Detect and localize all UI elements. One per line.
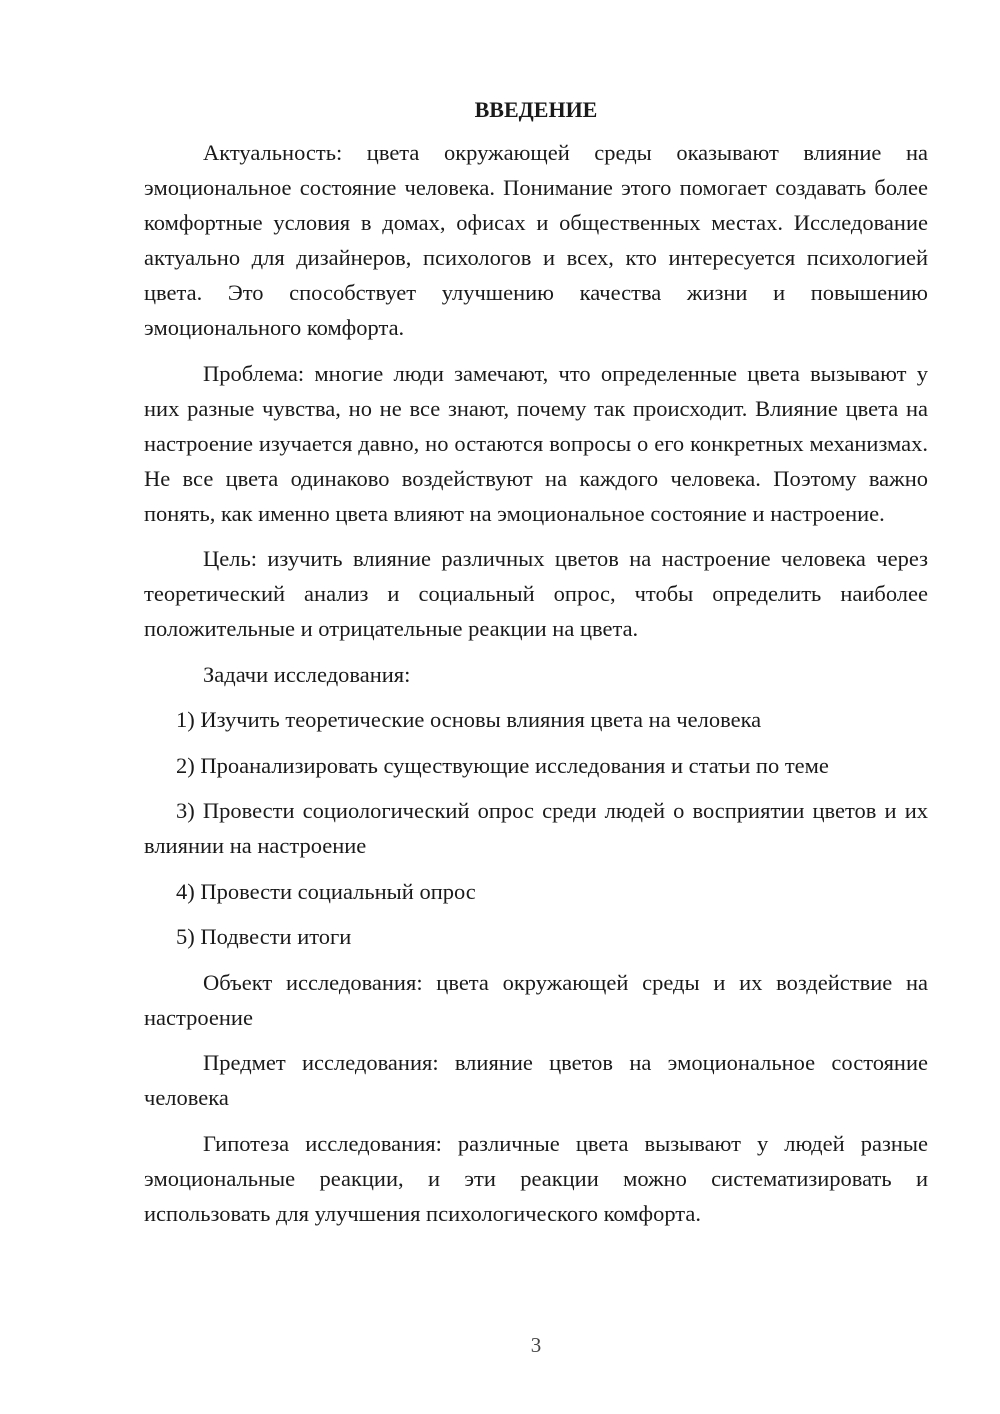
task-item-2: 2) Проанализировать существующие исследования и статьи по теме (176, 752, 829, 778)
task-item-5: 5) Подвести итоги (176, 924, 352, 949)
relevance-paragraph: Актуальность: цвета окружающей среды оказывают влияние на эмоциональное состояние человека. Понимание этого помогает создавать более комфортные условия в домах, офисах и общественных местах. Исследование актуально для дизайнеров, психологов и всех, кто интересуется психологией цвета. Это способствует улучшению качества жизни и повышению эмоционального комфорта. (144, 140, 928, 340)
subject-paragraph: Предмет исследования: влияние цветов на эмоциональное состояние человека (144, 1050, 928, 1110)
hypothesis-paragraph: Гипотеза исследования: различные цвета вызывают у людей разные эмоциональные реакции, и эти реакции можно систематизировать и использовать для улучшения психологического комфорта. (144, 1130, 928, 1226)
section-title: ВВЕДЕНИЕ (474, 97, 598, 122)
tasks-heading: Задачи исследования: (203, 661, 411, 687)
page-number: 3 (530, 1333, 542, 1357)
document-page (144, 92, 928, 1241)
problem-paragraph: Проблема: многие люди замечают, что определенные цвета вызывают у них разные чувства, но не все знают, почему так происходит. Влияние цвета на настроение изучается давно, но остаются вопросы о его конкретных механизмах. Не все цвета одинаково воздействуют на каждого человека. Поэтому важно понять, как именно цвета влияют на эмоциональное состояние и настроение. (144, 360, 928, 526)
task-item-4: 4) Провести социальный опрос (176, 878, 476, 904)
task-item-1: 1) Изучить теоретические основы влияния цвета на человека (176, 707, 762, 732)
goal-paragraph: Цель: изучить влияние различных цветов на настроение человека через теоретический анализ и социальный опрос, чтобы определить наиболее положительные и отрицательные реакции на цвета. (144, 546, 928, 641)
task-item-3: 3) Провести социологический опрос среди людей о восприятии цветов и их влиянии на настроение (144, 798, 928, 858)
object-paragraph: Объект исследования: цвета окружающей среды и их воздействие на настроение (144, 969, 928, 1030)
